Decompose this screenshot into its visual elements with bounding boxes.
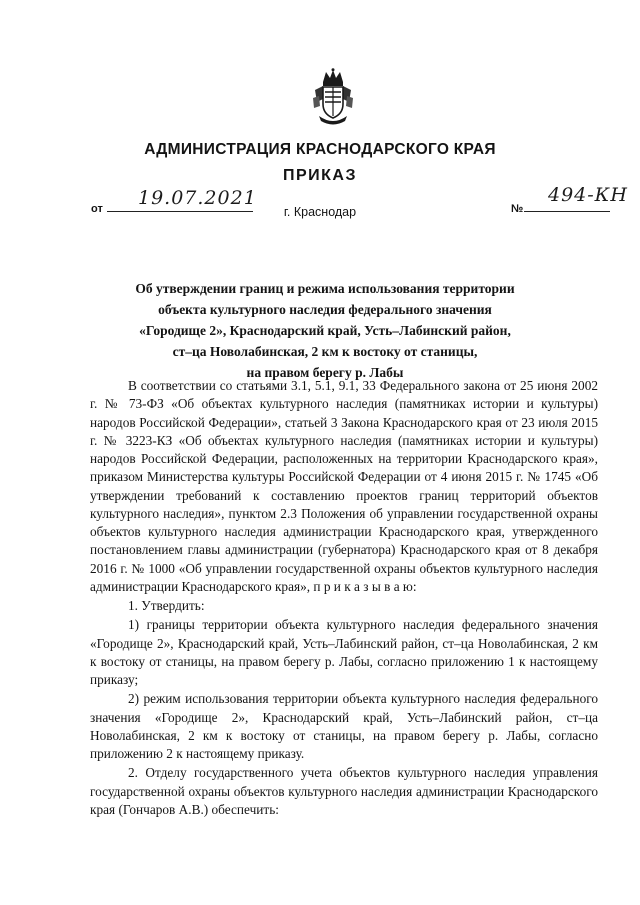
- item-1-2-paragraph: 2) режим использования территории объекта культурного наследия федерального значения «Городище 2», Краснодарский край, Усть–Лабинский район, ст–ца Новолабинская, 2 км к востоку от станицы, на правом берегу р. Лабы, согласно приложению 2 к настоящему приказу.: [90, 691, 598, 761]
- title-line: объекта культурного наследия федерального значения: [158, 302, 492, 317]
- organization-name: АДМИНИСТРАЦИЯ КРАСНОДАРСКОГО КРАЯ: [144, 141, 496, 158]
- order-number: 494-КН: [548, 184, 628, 206]
- preamble-paragraph: В соответствии со статьями 3.1, 5.1, 9.1, 33 Федерального закона от 25 июня 2002 г. № 73-ФЗ «Об объектах культурного наследия (памятниках истории и культуры) народов Российской Федерации», статьей 3 Закона Краснодарского края от 23 июля 2015 г. № 3223-КЗ «Об объектах культурного наследия (памятниках истории и культуры) народов Российской Федерации, расположенных на территории Краснодарского края», приказом Министерства культуры Российской Федерации от 4 июня 2015 г. № 1745 «Об утверждении требований к составлению проектов границ территорий объектов культурного наследия», пунктом 2.3 Положения об управлении государственной охраны объектов культурного наследия администрации Краснодарского края, утвержденного постановлением главы администрации (губернатора) Краснодарского края от 8 декабря 2016 г. № 1000 «Об управлении государственной охраны объектов культурного наследия администрации Краснодарского края», п р и к а з ы в а ю:: [90, 378, 598, 594]
- date-prefix: от: [91, 203, 103, 215]
- document-title: [110, 278, 540, 383]
- number-prefix: №: [511, 203, 524, 215]
- title-line: «Городище 2», Краснодарский край, Усть–Лабинский район,: [139, 323, 511, 338]
- city-name: г. Краснодар: [283, 205, 357, 219]
- document-body: [90, 377, 598, 819]
- order-date: 19.07.2021: [138, 187, 257, 209]
- title-line: на правом берегу р. Лабы: [246, 365, 404, 380]
- document-type: ПРИКАЗ: [282, 167, 357, 184]
- title-line: ст–ца Новолабинская, 2 км к востоку от станицы,: [172, 344, 478, 359]
- number-underline: [524, 211, 610, 212]
- item-1-1-paragraph: 1) границы территории объекта культурного наследия федерального значения «Городище 2», Краснодарский край, Усть–Лабинский район, ст–ца Новолабинская, 2 км к востоку от станицы, на правом берегу р. Лабы, согласно приложению 1 к настоящему приказу;: [90, 617, 598, 687]
- title-line: Об утверждении границ и режима использования территории: [135, 281, 515, 296]
- item-1-paragraph: 1. Утвердить:: [128, 598, 205, 613]
- coat-of-arms-emblem-icon: [311, 68, 355, 126]
- item-2-paragraph: 2. Отделу государственного учета объектов культурного наследия управления государственной охраны объектов культурного наследия администрации Краснодарского края (Гончаров А.В.) обеспечить:: [90, 765, 598, 817]
